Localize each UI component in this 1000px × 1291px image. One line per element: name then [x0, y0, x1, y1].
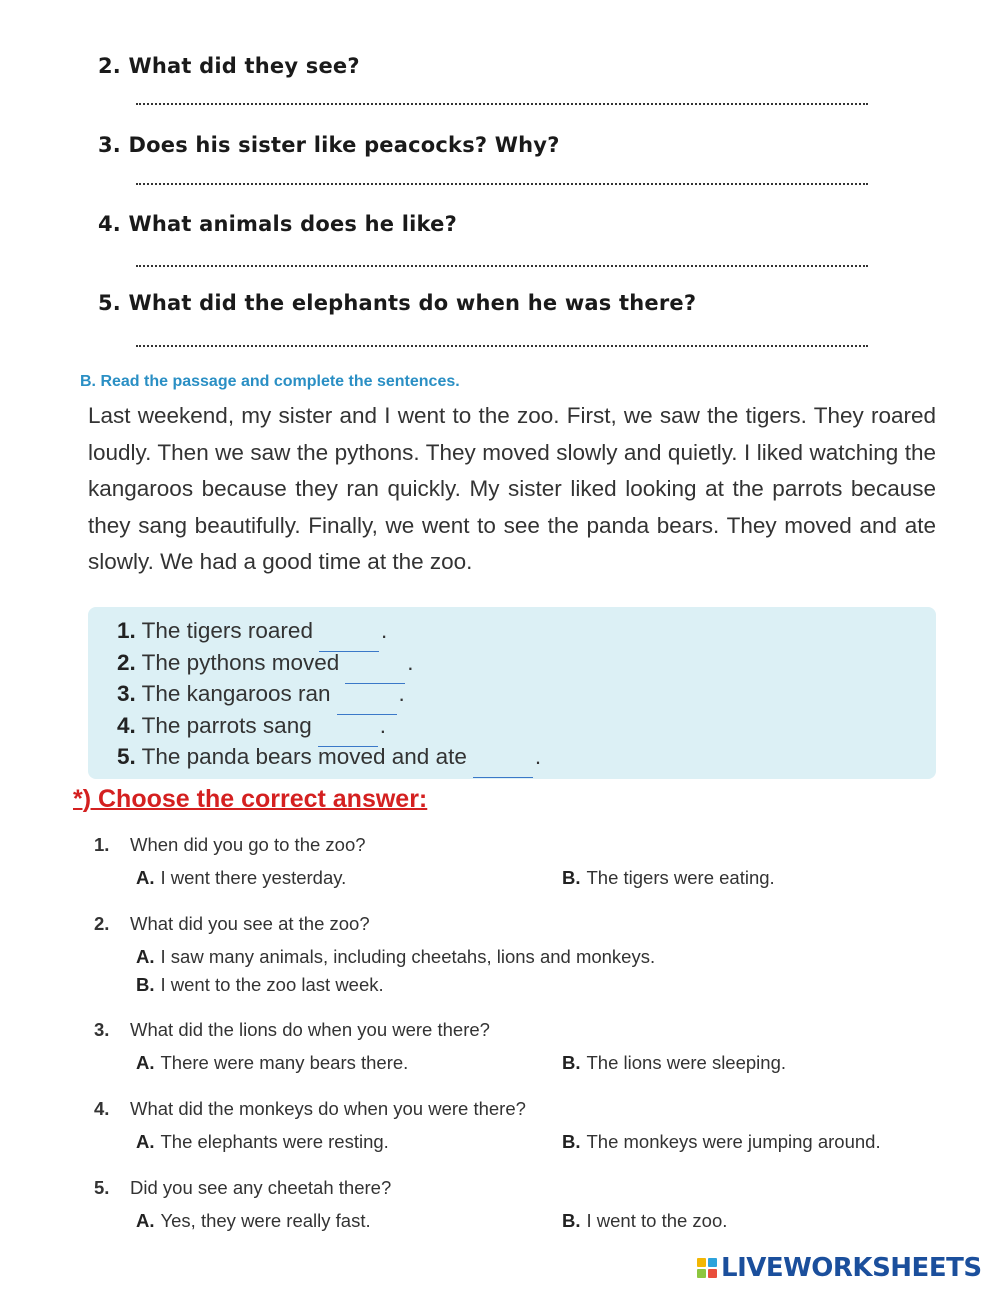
section-b-title: B. Read the passage and complete the sentences.: [80, 373, 460, 390]
option-letter: B.: [562, 1210, 581, 1231]
choose-title: *) Choose the correct answer:: [73, 785, 428, 813]
option-text: The tigers were eating.: [586, 867, 775, 888]
option-letter: A.: [136, 946, 155, 967]
answer-line[interactable]: [136, 100, 868, 105]
mc-question: [94, 834, 366, 856]
option-text: The lions were sleeping.: [586, 1052, 786, 1073]
question-number: 3.: [94, 1019, 110, 1040]
item-end: .: [379, 713, 386, 738]
reading-passage: Last weekend, my sister and I went to the zoo. First, we saw the tigers. They roared loudly. Then we saw the pythons. They moved slowly and quietly. I liked watching the kangaroos because they ran quickly. My sister liked looking at the parrots because they sang beautifully. Finally, we went to see the panda bears. They moved and ate slowly. We had a good time at the zoo.: [88, 403, 936, 575]
option-letter: B.: [562, 1052, 581, 1073]
option-text: The monkeys were jumping around.: [586, 1131, 881, 1152]
question-number: 2.: [94, 913, 110, 934]
option-b[interactable]: [562, 1131, 881, 1153]
fill-item: [117, 617, 387, 645]
option-a[interactable]: [136, 1052, 408, 1074]
option-text: The elephants were resting.: [160, 1131, 389, 1152]
logo-grid-icon: [697, 1258, 717, 1278]
fill-item: [117, 649, 414, 677]
blank-input-1[interactable]: [319, 627, 379, 652]
fill-item: [117, 680, 405, 708]
option-text: There were many bears there.: [160, 1052, 409, 1073]
option-letter: A.: [136, 1210, 155, 1231]
item-text: The tigers roared: [141, 618, 313, 643]
option-text: I went to the zoo last week.: [160, 974, 384, 995]
item-text: The kangaroos ran: [141, 681, 331, 706]
item-end: .: [534, 744, 542, 769]
item-number: 4.: [117, 713, 136, 738]
question-text: What did the monkeys do when you were there?: [130, 1098, 526, 1119]
fill-item: [117, 743, 541, 771]
option-a[interactable]: [136, 1131, 389, 1153]
option-a[interactable]: [136, 867, 346, 889]
option-b[interactable]: [562, 1052, 786, 1074]
item-number: 3.: [117, 681, 136, 706]
option-text: I went to the zoo.: [586, 1210, 728, 1231]
mc-question: [94, 1098, 526, 1120]
question-text: What did you see at the zoo?: [130, 913, 370, 934]
option-text: I saw many animals, including cheetahs, lions and monkeys.: [160, 946, 656, 967]
answer-line[interactable]: [136, 262, 868, 267]
option-b[interactable]: [562, 867, 775, 889]
mc-question: [94, 1019, 490, 1041]
question-text: 4. What animals does he like?: [98, 212, 457, 236]
question-text: Did you see any cheetah there?: [130, 1177, 392, 1198]
option-letter: B.: [562, 1131, 581, 1152]
question-text: 5. What did the elephants do when he was there?: [98, 291, 697, 315]
item-end: .: [398, 681, 405, 706]
question-text: 3. Does his sister like peacocks? Why?: [98, 133, 560, 157]
option-text: I went there yesterday.: [160, 867, 347, 888]
answer-line[interactable]: [136, 180, 868, 185]
item-number: 5.: [117, 744, 136, 769]
mc-question: [94, 913, 370, 935]
option-letter: B.: [562, 867, 581, 888]
option-letter: A.: [136, 867, 155, 888]
question-text: What did the lions do when you were there?: [130, 1019, 490, 1040]
option-letter: A.: [136, 1052, 155, 1073]
question-number: 5.: [94, 1177, 110, 1198]
option-letter: B.: [136, 974, 155, 995]
option-b[interactable]: [136, 974, 384, 996]
question-number: 1.: [94, 834, 110, 855]
item-number: 1.: [117, 618, 136, 643]
option-a[interactable]: [136, 946, 655, 968]
option-a[interactable]: [136, 1210, 371, 1232]
blank-input-3[interactable]: [337, 690, 397, 715]
option-text: Yes, they were really fast.: [160, 1210, 371, 1231]
item-text: The panda bears moved and ate: [141, 744, 467, 769]
fill-item: [117, 712, 386, 740]
question-text: 2. What did they see?: [98, 54, 360, 78]
item-end: .: [380, 618, 388, 643]
answer-line[interactable]: [136, 342, 868, 347]
mc-question: [94, 1177, 391, 1199]
item-number: 2.: [117, 650, 136, 675]
logo-text: LIVEWORKSHEETS: [721, 1253, 982, 1283]
option-letter: A.: [136, 1131, 155, 1152]
item-text: The pythons moved: [141, 650, 340, 675]
question-text: When did you go to the zoo?: [130, 834, 366, 855]
item-text: The parrots sang: [141, 713, 312, 738]
blank-input-5[interactable]: [473, 753, 533, 778]
option-b[interactable]: [562, 1210, 727, 1232]
item-end: .: [407, 650, 414, 675]
liveworksheets-logo: [697, 1252, 982, 1284]
question-number: 4.: [94, 1098, 110, 1119]
